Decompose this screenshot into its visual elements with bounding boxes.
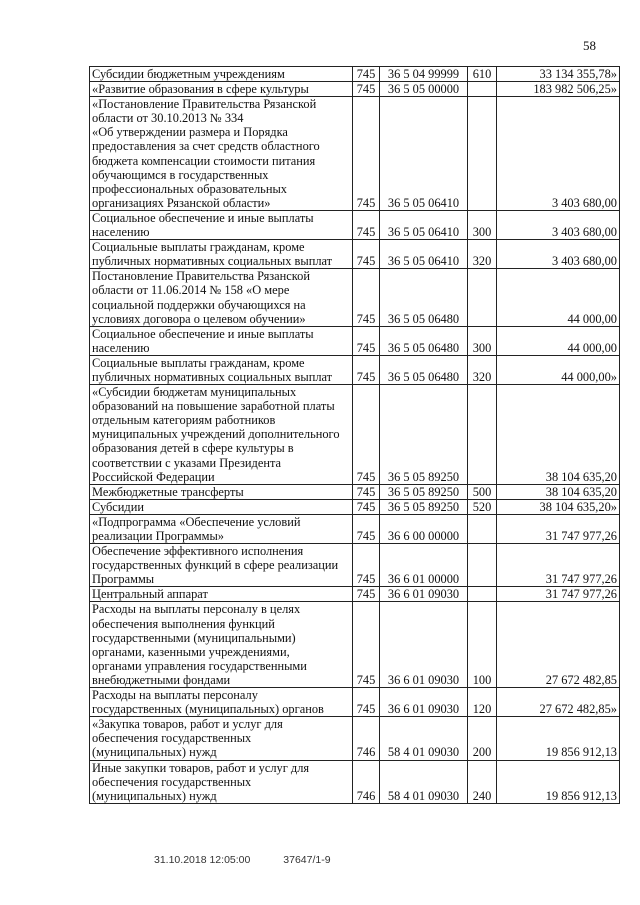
row-code: 745 bbox=[353, 97, 380, 211]
row-target: 36 6 01 09030 bbox=[380, 587, 468, 602]
row-type: 320 bbox=[468, 355, 497, 384]
row-name bbox=[90, 544, 353, 587]
footer-doc-id: 37647/1-9 bbox=[283, 854, 331, 866]
row-name-line: Российской Федерации bbox=[92, 469, 215, 484]
row-type bbox=[468, 514, 497, 543]
row-name bbox=[90, 67, 353, 82]
row-name-line: области от 30.10.2013 № 334 bbox=[92, 111, 244, 126]
row-amount: 31 747 977,26 bbox=[497, 587, 620, 602]
row-name-line: «Развитие образования в сфере культуры bbox=[92, 82, 309, 97]
row-amount: 27 672 482,85 bbox=[497, 602, 620, 688]
row-name-line: государственных функций в сфере реализации bbox=[92, 558, 339, 573]
row-target: 36 5 05 00000 bbox=[380, 82, 468, 97]
row-target: 36 5 05 89250 bbox=[380, 499, 468, 514]
row-target: 36 5 05 06410 bbox=[380, 97, 468, 211]
footer-datetime: 31.10.2018 12:05:00 bbox=[154, 854, 251, 866]
row-name-line: соответствии с указами Президента bbox=[92, 455, 282, 470]
row-name-line: Социальное обеспечение и иные выплаты bbox=[92, 326, 314, 341]
table-row bbox=[90, 587, 620, 602]
row-name-line: Социальное обеспечение и иные выплаты bbox=[92, 210, 314, 225]
row-type: 120 bbox=[468, 688, 497, 717]
row-code: 745 bbox=[353, 499, 380, 514]
row-amount: 44 000,00 bbox=[497, 269, 620, 326]
row-amount: 19 856 912,13 bbox=[497, 717, 620, 760]
row-name-line: Субсидии bbox=[92, 499, 144, 514]
row-type bbox=[468, 97, 497, 211]
row-name-line: органами, казенными учреждениями, bbox=[92, 644, 290, 659]
row-name-line: населению bbox=[92, 340, 150, 355]
budget-table bbox=[89, 66, 620, 804]
row-type: 200 bbox=[468, 717, 497, 760]
table-row bbox=[90, 269, 620, 326]
table-row bbox=[90, 210, 620, 239]
row-name bbox=[90, 688, 353, 717]
row-code: 745 bbox=[353, 82, 380, 97]
row-target: 36 5 05 06480 bbox=[380, 355, 468, 384]
row-code: 746 bbox=[353, 760, 380, 803]
row-name-line: обеспечения государственных bbox=[92, 731, 252, 746]
row-amount: 183 982 506,25» bbox=[497, 82, 620, 97]
row-name-line: социальной поддержки обучающихся на bbox=[92, 297, 306, 312]
row-name bbox=[90, 326, 353, 355]
row-name-line: государственных (муниципальных) органов bbox=[92, 702, 324, 717]
row-code: 745 bbox=[353, 355, 380, 384]
row-code: 745 bbox=[353, 544, 380, 587]
row-name-line: внебюджетными фондами bbox=[92, 672, 231, 687]
row-type: 610 bbox=[468, 67, 497, 82]
table-row bbox=[90, 240, 620, 269]
row-name-line: населению bbox=[92, 225, 150, 240]
row-target: 36 6 01 09030 bbox=[380, 602, 468, 688]
row-name-line: Расходы на выплаты персоналу в целях bbox=[92, 602, 301, 617]
row-target: 36 5 05 89250 bbox=[380, 484, 468, 499]
row-name bbox=[90, 602, 353, 688]
row-name bbox=[90, 514, 353, 543]
table-row bbox=[90, 760, 620, 803]
row-name-line: реализации Программы» bbox=[92, 529, 224, 543]
row-type: 500 bbox=[468, 484, 497, 499]
row-code: 745 bbox=[353, 210, 380, 239]
row-amount: 31 747 977,26 bbox=[497, 544, 620, 587]
row-name bbox=[90, 760, 353, 803]
row-name bbox=[90, 82, 353, 97]
row-name-line: «Подпрограмма «Обеспечение условий bbox=[92, 514, 301, 529]
row-type bbox=[468, 82, 497, 97]
table-row bbox=[90, 688, 620, 717]
row-code: 745 bbox=[353, 67, 380, 82]
row-name bbox=[90, 499, 353, 514]
row-code: 745 bbox=[353, 514, 380, 543]
table-row bbox=[90, 717, 620, 760]
row-name bbox=[90, 210, 353, 239]
row-name-line: Субсидии бюджетным учреждениям bbox=[92, 67, 285, 81]
row-code: 745 bbox=[353, 688, 380, 717]
row-amount: 33 134 355,78» bbox=[497, 67, 620, 82]
row-amount: 44 000,00 bbox=[497, 326, 620, 355]
row-name-line: публичных нормативных социальных выплат bbox=[92, 254, 333, 269]
row-name-line: профессиональных образовательных bbox=[92, 181, 287, 196]
table-row bbox=[90, 385, 620, 485]
row-name-line: муниципальных учреждений дополнительного bbox=[92, 427, 340, 442]
row-target: 36 5 05 06480 bbox=[380, 326, 468, 355]
row-amount: 19 856 912,13 bbox=[497, 760, 620, 803]
row-code: 745 bbox=[353, 240, 380, 269]
row-name-line: отдельным категориям работников bbox=[92, 413, 276, 428]
row-name-line: Социальные выплаты гражданам, кроме bbox=[92, 240, 305, 255]
table-row bbox=[90, 82, 620, 97]
row-target: 36 6 00 00000 bbox=[380, 514, 468, 543]
row-name-line: области от 11.06.2014 № 158 «О мере bbox=[92, 283, 290, 298]
row-amount: 27 672 482,85» bbox=[497, 688, 620, 717]
row-name-line: Расходы на выплаты персоналу bbox=[92, 688, 258, 703]
row-type bbox=[468, 269, 497, 326]
row-type bbox=[468, 544, 497, 587]
row-amount: 3 403 680,00 bbox=[497, 210, 620, 239]
row-amount: 44 000,00» bbox=[497, 355, 620, 384]
row-name-line: образований на повышение заработной платы bbox=[92, 399, 335, 414]
row-name-line: условиях договора о целевом обучении» bbox=[92, 311, 306, 326]
row-name-line: организациях Рязанской области» bbox=[92, 195, 271, 210]
page-number: 58 bbox=[583, 38, 596, 53]
row-name bbox=[90, 385, 353, 485]
row-code: 745 bbox=[353, 602, 380, 688]
table-row bbox=[90, 484, 620, 499]
table-row bbox=[90, 355, 620, 384]
row-name-line: Программы bbox=[92, 572, 155, 587]
row-name-line: Социальные выплаты гражданам, кроме bbox=[92, 355, 305, 370]
row-type: 100 bbox=[468, 602, 497, 688]
row-name bbox=[90, 484, 353, 499]
row-name-line: (муниципальных) нужд bbox=[92, 745, 217, 760]
row-name-line: «Постановление Правительства Рязанской bbox=[92, 97, 317, 112]
row-target: 36 6 01 00000 bbox=[380, 544, 468, 587]
table-row bbox=[90, 97, 620, 211]
row-name bbox=[90, 269, 353, 326]
table-row bbox=[90, 326, 620, 355]
row-name-line: образования детей в сфере культуры в bbox=[92, 441, 294, 456]
row-name-line: обучающимся в государственных bbox=[92, 167, 269, 182]
row-name-line: бюджета компенсации стоимости питания bbox=[92, 153, 316, 168]
row-amount: 38 104 635,20 bbox=[497, 484, 620, 499]
table-row bbox=[90, 499, 620, 514]
table-row bbox=[90, 544, 620, 587]
row-amount: 3 403 680,00 bbox=[497, 97, 620, 211]
row-code: 745 bbox=[353, 326, 380, 355]
row-target: 36 5 05 06410 bbox=[380, 240, 468, 269]
row-name-line: Постановление Правительства Рязанской bbox=[92, 269, 311, 284]
row-name bbox=[90, 355, 353, 384]
row-name-line: «Закупка товаров, работ и услуг для bbox=[92, 717, 283, 732]
row-name-line: органами управления государственными bbox=[92, 658, 307, 673]
row-name-line: Обеспечение эффективного исполнения bbox=[92, 544, 304, 559]
row-name bbox=[90, 97, 353, 211]
row-type: 520 bbox=[468, 499, 497, 514]
row-name bbox=[90, 587, 353, 602]
row-name-line: «Субсидии бюджетам муниципальных bbox=[92, 385, 297, 400]
row-name-line: «Об утверждении размера и Порядка bbox=[92, 125, 288, 140]
row-name-line: публичных нормативных социальных выплат bbox=[92, 369, 333, 384]
row-name-line: государственными (муниципальными) bbox=[92, 630, 296, 645]
row-target: 36 5 05 06480 bbox=[380, 269, 468, 326]
row-type: 240 bbox=[468, 760, 497, 803]
row-code: 745 bbox=[353, 587, 380, 602]
row-name-line: предоставления за счет средств областного bbox=[92, 139, 320, 154]
row-target: 36 5 05 06410 bbox=[380, 210, 468, 239]
row-amount: 38 104 635,20 bbox=[497, 385, 620, 485]
row-type: 320 bbox=[468, 240, 497, 269]
row-name-line: Иные закупки товаров, работ и услуг для bbox=[92, 760, 310, 775]
row-name-line: обеспечения государственных bbox=[92, 774, 252, 789]
row-target: 58 4 01 09030 bbox=[380, 760, 468, 803]
row-type bbox=[468, 587, 497, 602]
row-amount: 31 747 977,26 bbox=[497, 514, 620, 543]
row-type bbox=[468, 385, 497, 485]
row-code: 745 bbox=[353, 269, 380, 326]
footer bbox=[154, 854, 361, 866]
table-row bbox=[90, 67, 620, 82]
row-amount: 3 403 680,00 bbox=[497, 240, 620, 269]
row-name-line: обеспечения выполнения функций bbox=[92, 616, 275, 631]
table-row bbox=[90, 514, 620, 543]
row-type: 300 bbox=[468, 210, 497, 239]
row-name-line: Межбюджетные трансферты bbox=[92, 484, 244, 499]
row-name-line: (муниципальных) нужд bbox=[92, 788, 217, 803]
row-target: 36 5 04 99999 bbox=[380, 67, 468, 82]
row-name bbox=[90, 717, 353, 760]
row-name-line: Центральный аппарат bbox=[92, 587, 208, 602]
table-row bbox=[90, 602, 620, 688]
row-code: 745 bbox=[353, 484, 380, 499]
row-target: 36 6 01 09030 bbox=[380, 688, 468, 717]
row-amount: 38 104 635,20» bbox=[497, 499, 620, 514]
row-target: 58 4 01 09030 bbox=[380, 717, 468, 760]
row-name bbox=[90, 240, 353, 269]
row-code: 745 bbox=[353, 385, 380, 485]
row-type: 300 bbox=[468, 326, 497, 355]
row-code: 746 bbox=[353, 717, 380, 760]
row-target: 36 5 05 89250 bbox=[380, 385, 468, 485]
